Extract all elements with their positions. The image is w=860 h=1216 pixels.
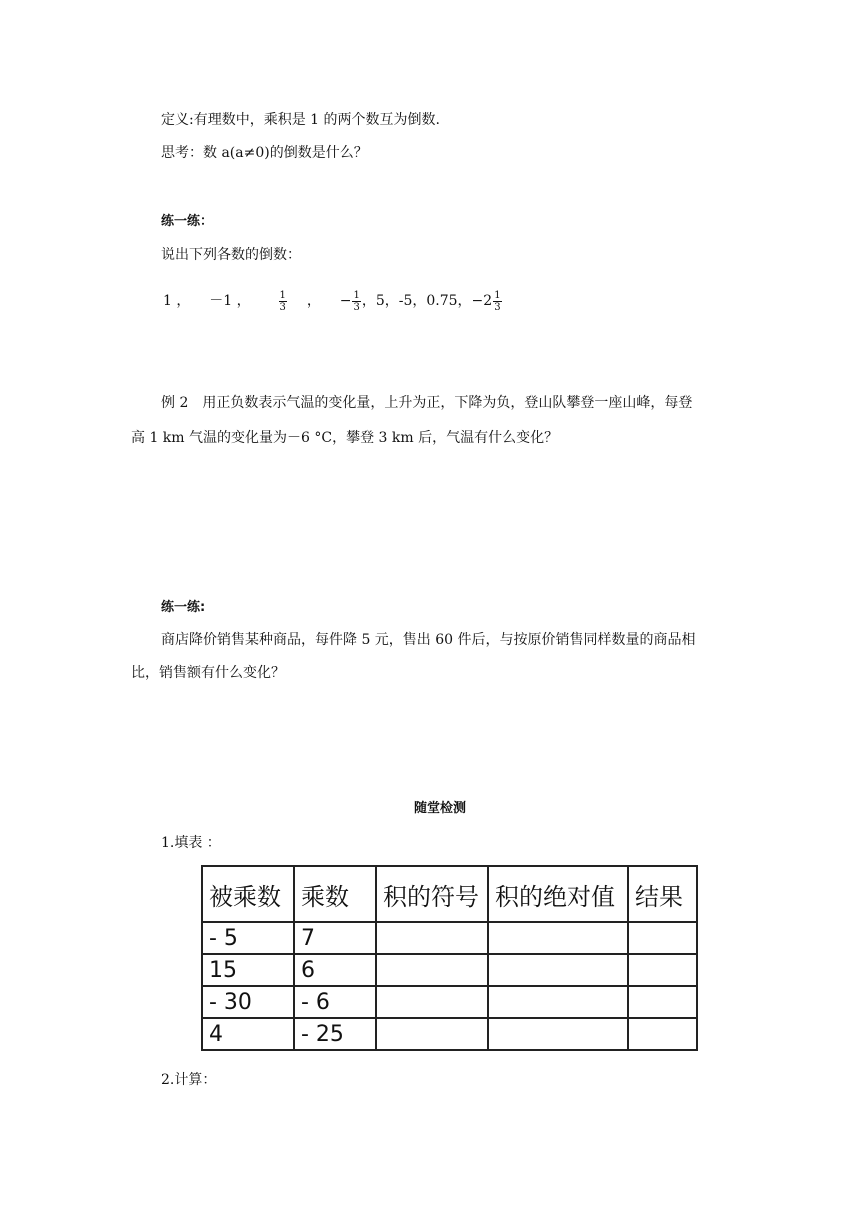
table-cell: - 5 <box>202 922 294 954</box>
table-cell-blank[interactable] <box>376 1018 488 1050</box>
table-cell: 4 <box>202 1018 294 1050</box>
table-cell: 6 <box>294 954 376 986</box>
header-product-abs: 积的绝对值 <box>488 866 628 922</box>
item-one: 1 ， <box>163 293 191 309</box>
practice-1-instruction: 说出下列各数的倒数： <box>161 247 301 263</box>
item-rest: ，5，-5，0.75， <box>361 293 472 309</box>
question-2-label: 2.计算： <box>161 1072 217 1088</box>
table-row <box>202 986 697 1018</box>
table-row <box>202 922 697 954</box>
quiz-title: 随堂检测 <box>414 801 467 816</box>
table-cell: 7 <box>294 922 376 954</box>
item-minus-one: －1 ， <box>209 293 251 309</box>
table-cell: - 25 <box>294 1018 376 1050</box>
table-cell-blank[interactable] <box>628 954 697 986</box>
table-cell-blank[interactable] <box>488 922 628 954</box>
table-cell: - 30 <box>202 986 294 1018</box>
table-cell-blank[interactable] <box>488 986 628 1018</box>
table-cell-blank[interactable] <box>488 954 628 986</box>
table-cell: - 6 <box>294 986 376 1018</box>
table-row <box>202 954 697 986</box>
practice-2-line-2: 比，销售额有什么变化？ <box>131 665 285 681</box>
table-cell-blank[interactable] <box>628 922 697 954</box>
table-cell-blank[interactable] <box>376 986 488 1018</box>
table-cell: 15 <box>202 954 294 986</box>
fill-in-table <box>201 865 698 1051</box>
reciprocal-list: 1 ， －1 ， $\frac{1}{3}$ ， − $\frac{1}{3}$ ，5，-5，0.75，−2 $\frac{1}{3}$ <box>163 289 501 313</box>
header-result: 结果 <box>628 866 697 922</box>
fraction-negative-one-third: $\frac{1}{3}$ <box>353 289 360 313</box>
practice-2-line-1: 商店降价销售某种商品，每件降 5 元，售出 60 件后，与按原价销售同样数量的商品相 <box>161 632 696 648</box>
header-product-sign: 积的符号 <box>376 866 488 922</box>
table-header-row <box>202 866 697 922</box>
fraction-one-third: $\frac{1}{3}$ <box>279 289 286 313</box>
header-multiplier: 乘数 <box>294 866 376 922</box>
table-cell-blank[interactable] <box>376 922 488 954</box>
example-2-line-2: 高 1 km 气温的变化量为－6 °C，攀登 3 km 后，气温有什么变化？ <box>131 430 559 446</box>
table-cell-blank[interactable] <box>488 1018 628 1050</box>
definition-text: 定义:有理数中，乘积是 1 的两个数互为倒数. <box>161 112 440 128</box>
table-cell-blank[interactable] <box>628 1018 697 1050</box>
example-2-line-1: 例 2 用正负数表示气温的变化量，上升为正，下降为负，登山队攀登一座山峰，每登 <box>161 395 693 411</box>
practice-1-heading: 练一练： <box>161 214 214 229</box>
fraction-mixed-number: $\frac{1}{3}$ <box>494 289 501 313</box>
table-cell-blank[interactable] <box>628 986 697 1018</box>
table-cell-blank[interactable] <box>376 954 488 986</box>
header-multiplicand: 被乘数 <box>202 866 294 922</box>
thinking-question: 思考：数 a(a≠0)的倒数是什么？ <box>161 145 368 161</box>
practice-2-heading: 练一练: <box>161 600 206 615</box>
table-row <box>202 1018 697 1050</box>
question-1-label: 1.填表 ： <box>161 835 221 851</box>
